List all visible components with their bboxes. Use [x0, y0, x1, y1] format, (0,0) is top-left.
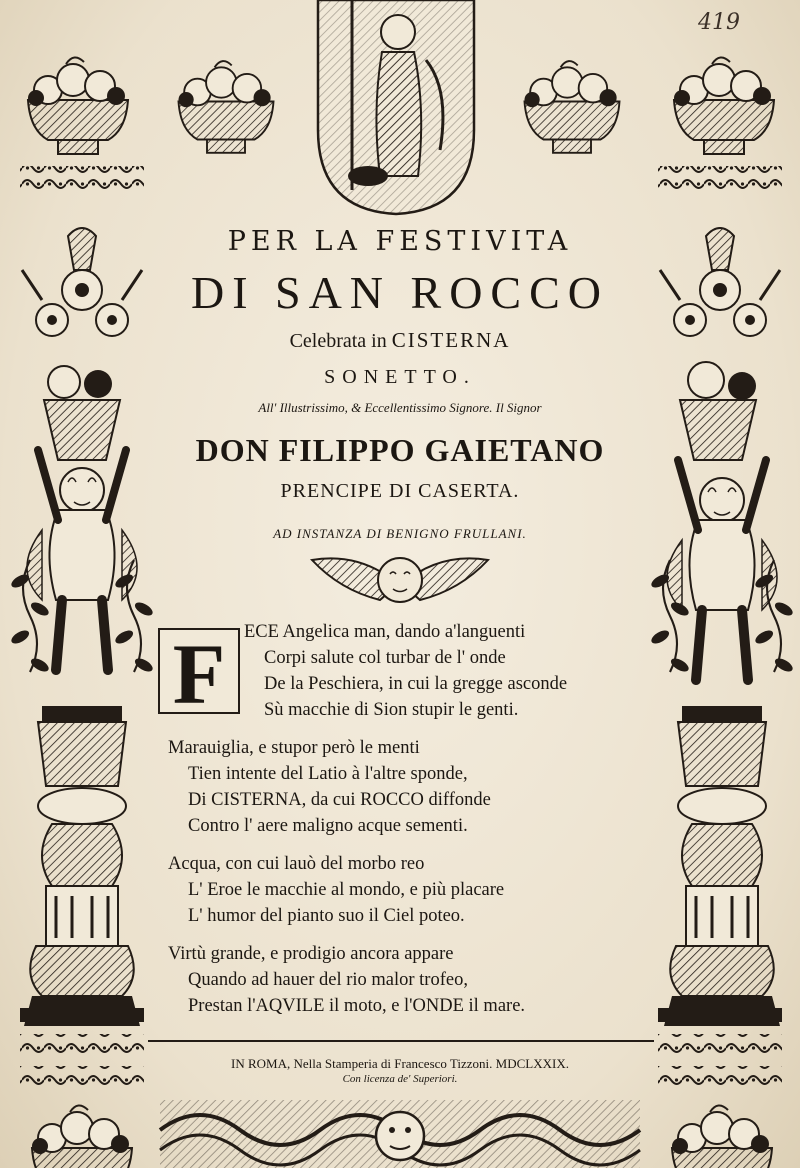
sonnet-line: Sù macchie di Sion stupir le genti.	[264, 700, 519, 720]
scroll-band	[658, 1034, 782, 1056]
fruit-basket-icon	[674, 57, 774, 154]
sonnet-line: L' Eroe le macchie al mondo, e più placare	[188, 880, 505, 900]
initial-letter: F	[172, 626, 226, 722]
sonnet-line: De la Peschiera, in cui la gregge asconde	[264, 674, 568, 694]
scroll-band	[20, 1034, 144, 1056]
fruit-basket-icon	[525, 61, 620, 153]
scroll-band	[20, 166, 144, 190]
winged-cherub-head-icon	[312, 558, 488, 602]
fruit-basket-icon	[672, 1105, 772, 1168]
commission-line: AD INSTANZA DI BENIGNO FRULLANI.	[273, 526, 527, 541]
bottom-frieze	[160, 1100, 640, 1168]
fruit-basket-icon	[32, 1105, 132, 1168]
scroll-band	[658, 1066, 782, 1088]
title-line-1: PER LA FESTIVITA	[227, 226, 573, 257]
dedication-line: All' Illustrissimo, & Eccellentissimo Signore. Il Signor	[258, 400, 542, 415]
title-sonetto: SONETTO.	[324, 366, 476, 388]
dedicatee-name: DON FILIPPO GAIETANO	[195, 432, 605, 468]
sonnet-line: L' humor del pianto suo il Ciel poteo.	[188, 906, 465, 926]
title-line-2: DI SAN ROCCO	[190, 267, 610, 318]
sonnet-line: Corpi salute col turbar de l' onde	[264, 648, 506, 668]
ornamental-column-icon	[664, 706, 780, 1026]
folio-number: 419	[698, 10, 740, 35]
title-line-3	[0, 328, 800, 353]
sonnet-line: Tien intente del Latio à l'altre sponde,	[188, 764, 468, 784]
title-line-3-prefix: Celebrata in	[289, 330, 387, 352]
saint-roch-woodcut-icon	[318, 0, 474, 214]
decorated-initial	[158, 626, 240, 722]
licence-line: Con licenza de' Superiori.	[342, 1073, 458, 1085]
scroll-band	[20, 1066, 144, 1088]
ornamental-column-icon	[24, 706, 140, 1026]
sonnet-line: ECE Angelica man, dando a'languenti	[244, 622, 526, 642]
sonnet-line: Contro l' aere maligno acque sementi.	[188, 816, 468, 836]
sonnet-line: Virtù grande, e prodigio ancora appare	[168, 944, 454, 964]
fruit-basket-icon	[28, 57, 128, 154]
sonnet-line: Quando ad hauer del rio malor trofeo,	[188, 970, 468, 990]
sonnet-line: Prestan l'AQVILE il moto, e l'ONDE il mare.	[188, 996, 526, 1016]
imprint-rule	[148, 1040, 654, 1042]
sonnet-line: Di CISTERNA, da cui ROCCO diffonde	[188, 790, 491, 810]
dedicatee-title: PRENCIPE DI CASERTA.	[280, 480, 520, 502]
title-line-3-place: CISTERNA	[391, 328, 511, 352]
sonnet-line: Marauiglia, e stupor però le menti	[168, 738, 420, 758]
fruit-basket-icon	[179, 61, 274, 153]
sonnet-line: Acqua, con cui lauò del morbo reo	[168, 854, 425, 874]
imprint-line: IN ROMA, Nella Stamperia di Francesco Tizzoni. MDCLXXIX.	[231, 1056, 569, 1071]
scroll-band	[658, 166, 782, 190]
